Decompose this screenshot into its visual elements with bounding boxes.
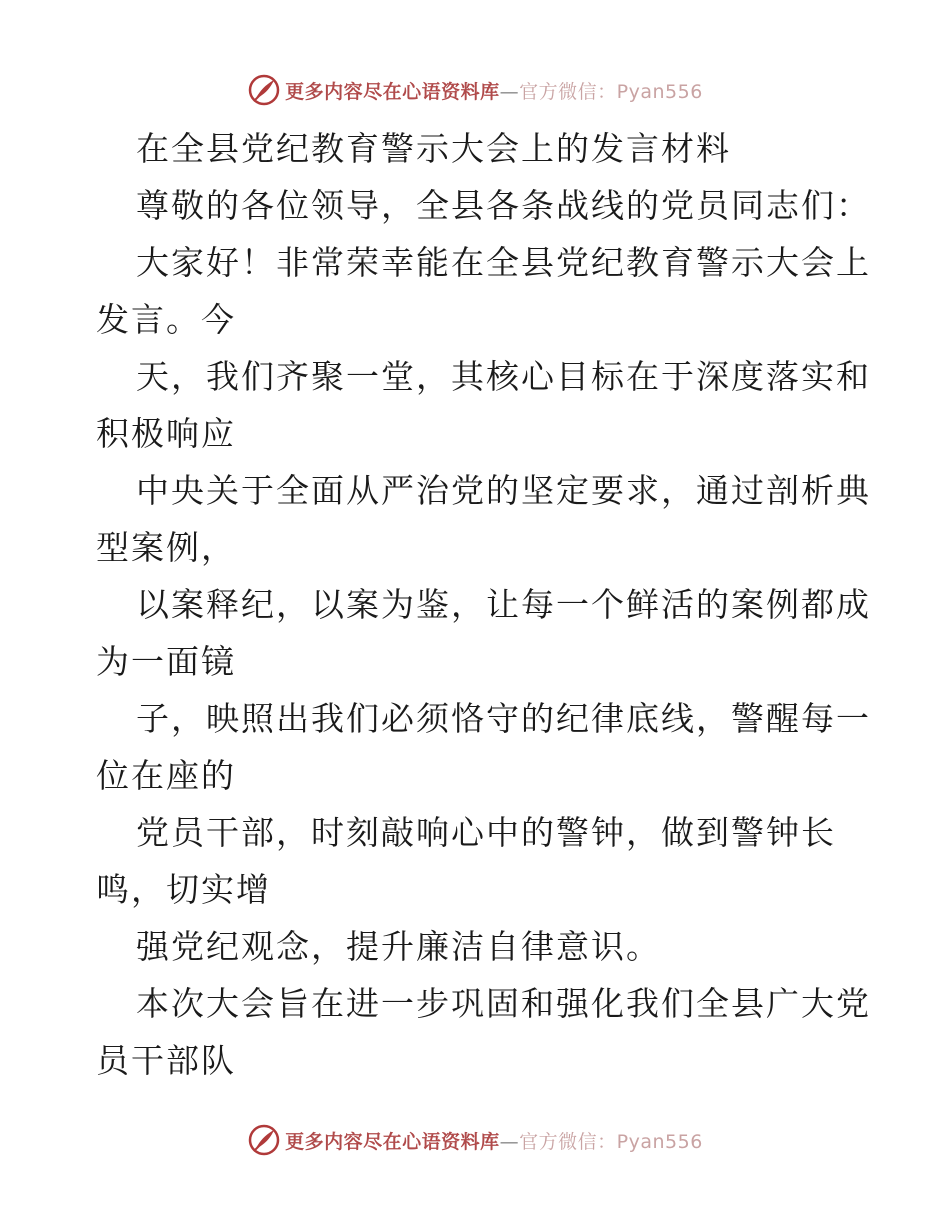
text-line: 尊敬的各位领导，全县各条战线的党员同志们： (136, 186, 871, 225)
text-line: 鸣，切实增 (96, 870, 271, 909)
watermark-separator: — (499, 1130, 520, 1153)
text-line: 强党纪观念，提升廉洁自律意识。 (136, 927, 661, 966)
text-line: 积极响应 (96, 414, 236, 453)
text-line: 大家好！非常荣幸能在全县党纪教育警示大会上 (136, 243, 871, 282)
text-line: 发言。今 (96, 300, 236, 339)
watermark-text (285, 77, 703, 104)
text-line: 型案例， (96, 528, 236, 567)
text-line: 本次大会旨在进一步巩固和强化我们全县广大党 (136, 984, 871, 1023)
header-watermark (0, 70, 950, 110)
document-title: 在全县党纪教育警示大会上的发言材料 (136, 129, 731, 168)
text-line: 子，映照出我们必须恪守的纪律底线，警醒每一 (136, 699, 871, 738)
watermark-text (285, 1127, 703, 1154)
watermark-wechat: 官方微信：Pyan556 (519, 1130, 703, 1153)
watermark-brand: 更多内容尽在心语资料库 (285, 1130, 500, 1153)
text-line: 天，我们齐聚一堂，其核心目标在于深度落实和 (136, 357, 871, 396)
text-line: 以案释纪，以案为鉴，让每一个鲜活的案例都成 (136, 585, 871, 624)
text-line: 为一面镜 (96, 642, 236, 681)
text-line: 中央关于全面从严治党的坚定要求，通过剖析典 (136, 471, 871, 510)
text-line: 位在座的 (96, 756, 236, 795)
footer-watermark (0, 1120, 950, 1160)
text-line: 员干部队 (96, 1041, 236, 1080)
quill-logo-icon (247, 1123, 281, 1157)
watermark-separator: — (499, 80, 520, 103)
document-body (96, 120, 871, 1089)
watermark-wechat: 官方微信：Pyan556 (519, 80, 703, 103)
watermark-brand: 更多内容尽在心语资料库 (285, 80, 500, 103)
text-line: 党员干部，时刻敲响心中的警钟，做到警钟长 (136, 813, 836, 852)
quill-logo-icon (247, 73, 281, 107)
